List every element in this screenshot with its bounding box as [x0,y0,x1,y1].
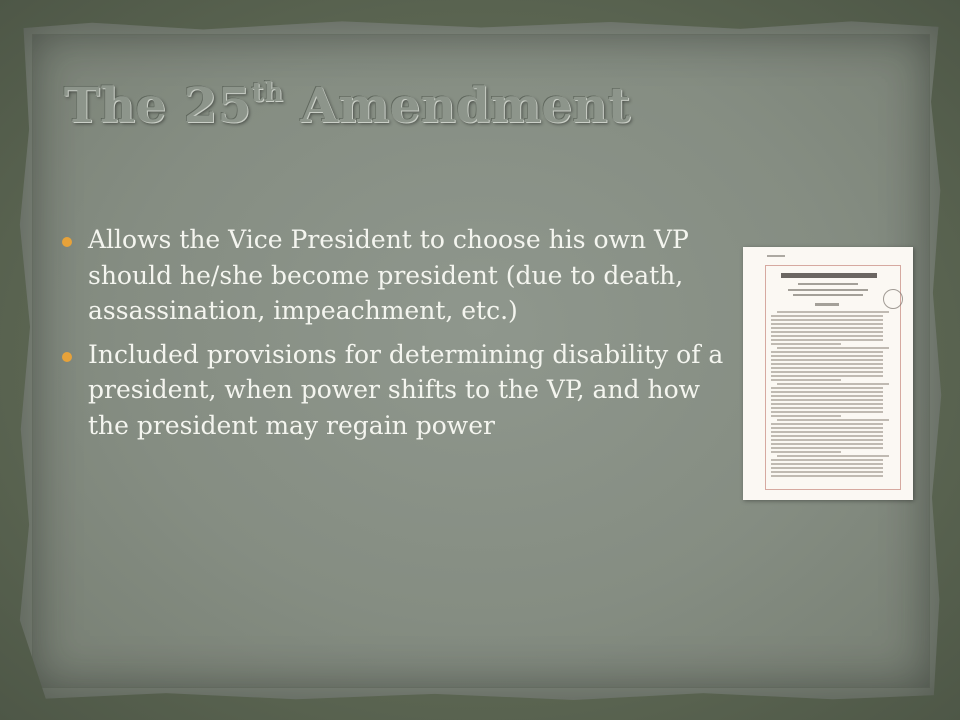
document-text-line [771,319,883,321]
document-heading [781,273,877,278]
document-text-line [771,427,883,429]
document-text-line [771,343,841,345]
bullet-dot-icon [62,352,72,362]
document-text-line [771,459,883,461]
document-text-line [771,467,883,469]
document-subheading [788,289,868,291]
document-text-line [771,451,841,453]
document-text-line [771,351,883,353]
document-text-line [777,311,889,313]
document-text-line [771,435,883,437]
bullet-dot-icon [62,237,72,247]
document-text-line [771,355,883,357]
document-subheading [798,283,858,285]
document-text-line [771,363,883,365]
title-text: The 25 [64,78,252,134]
document-text-line [771,331,883,333]
title-superscript: th [251,78,284,108]
bullet-list [60,222,740,451]
document-text-line [771,387,883,389]
document-text-line [777,455,889,457]
document-text-line [771,359,883,361]
slide-title [64,78,631,134]
document-text-line [771,379,841,381]
document-subheading [793,294,863,296]
document-text-line [771,335,883,337]
document-text-line [771,399,883,401]
document-text-line [771,371,883,373]
document-text-line [777,347,889,349]
document-text-line [777,383,889,385]
document-corner-mark [767,255,785,257]
document-text-line [771,375,883,377]
document-text-line [771,339,883,341]
bullet-text: Included provisions for determining disability of a president, when power shifts to the VP, and how the president may regain power [88,339,724,440]
document-text-line [771,391,883,393]
document-text-line [771,403,883,405]
document-text-line [771,471,883,473]
document-text-line [771,395,883,397]
amendment-document-image [743,247,913,500]
document-text-line [771,475,883,477]
title-text-end: Amendment [283,78,631,134]
document-text-line [777,419,889,421]
bullet-item [60,337,740,444]
document-seal-icon [883,289,903,309]
document-text-line [771,367,883,369]
document-text-line [771,315,883,317]
document-text-line [771,423,883,425]
bullet-item [60,222,740,329]
bullet-text: Allows the Vice President to choose his own VP should he/she become president (due to death, assassination, impeachment, etc.) [88,225,689,325]
document-text-line [771,431,883,433]
document-text-line [771,327,883,329]
document-text-line [771,447,883,449]
document-text-line [771,407,883,409]
document-text-line [771,443,883,445]
document-text-line [771,415,841,417]
document-text-line [771,411,883,413]
document-text-line [771,323,883,325]
document-section-title [815,303,839,306]
document-text-line [771,463,883,465]
document-text-line [771,439,883,441]
